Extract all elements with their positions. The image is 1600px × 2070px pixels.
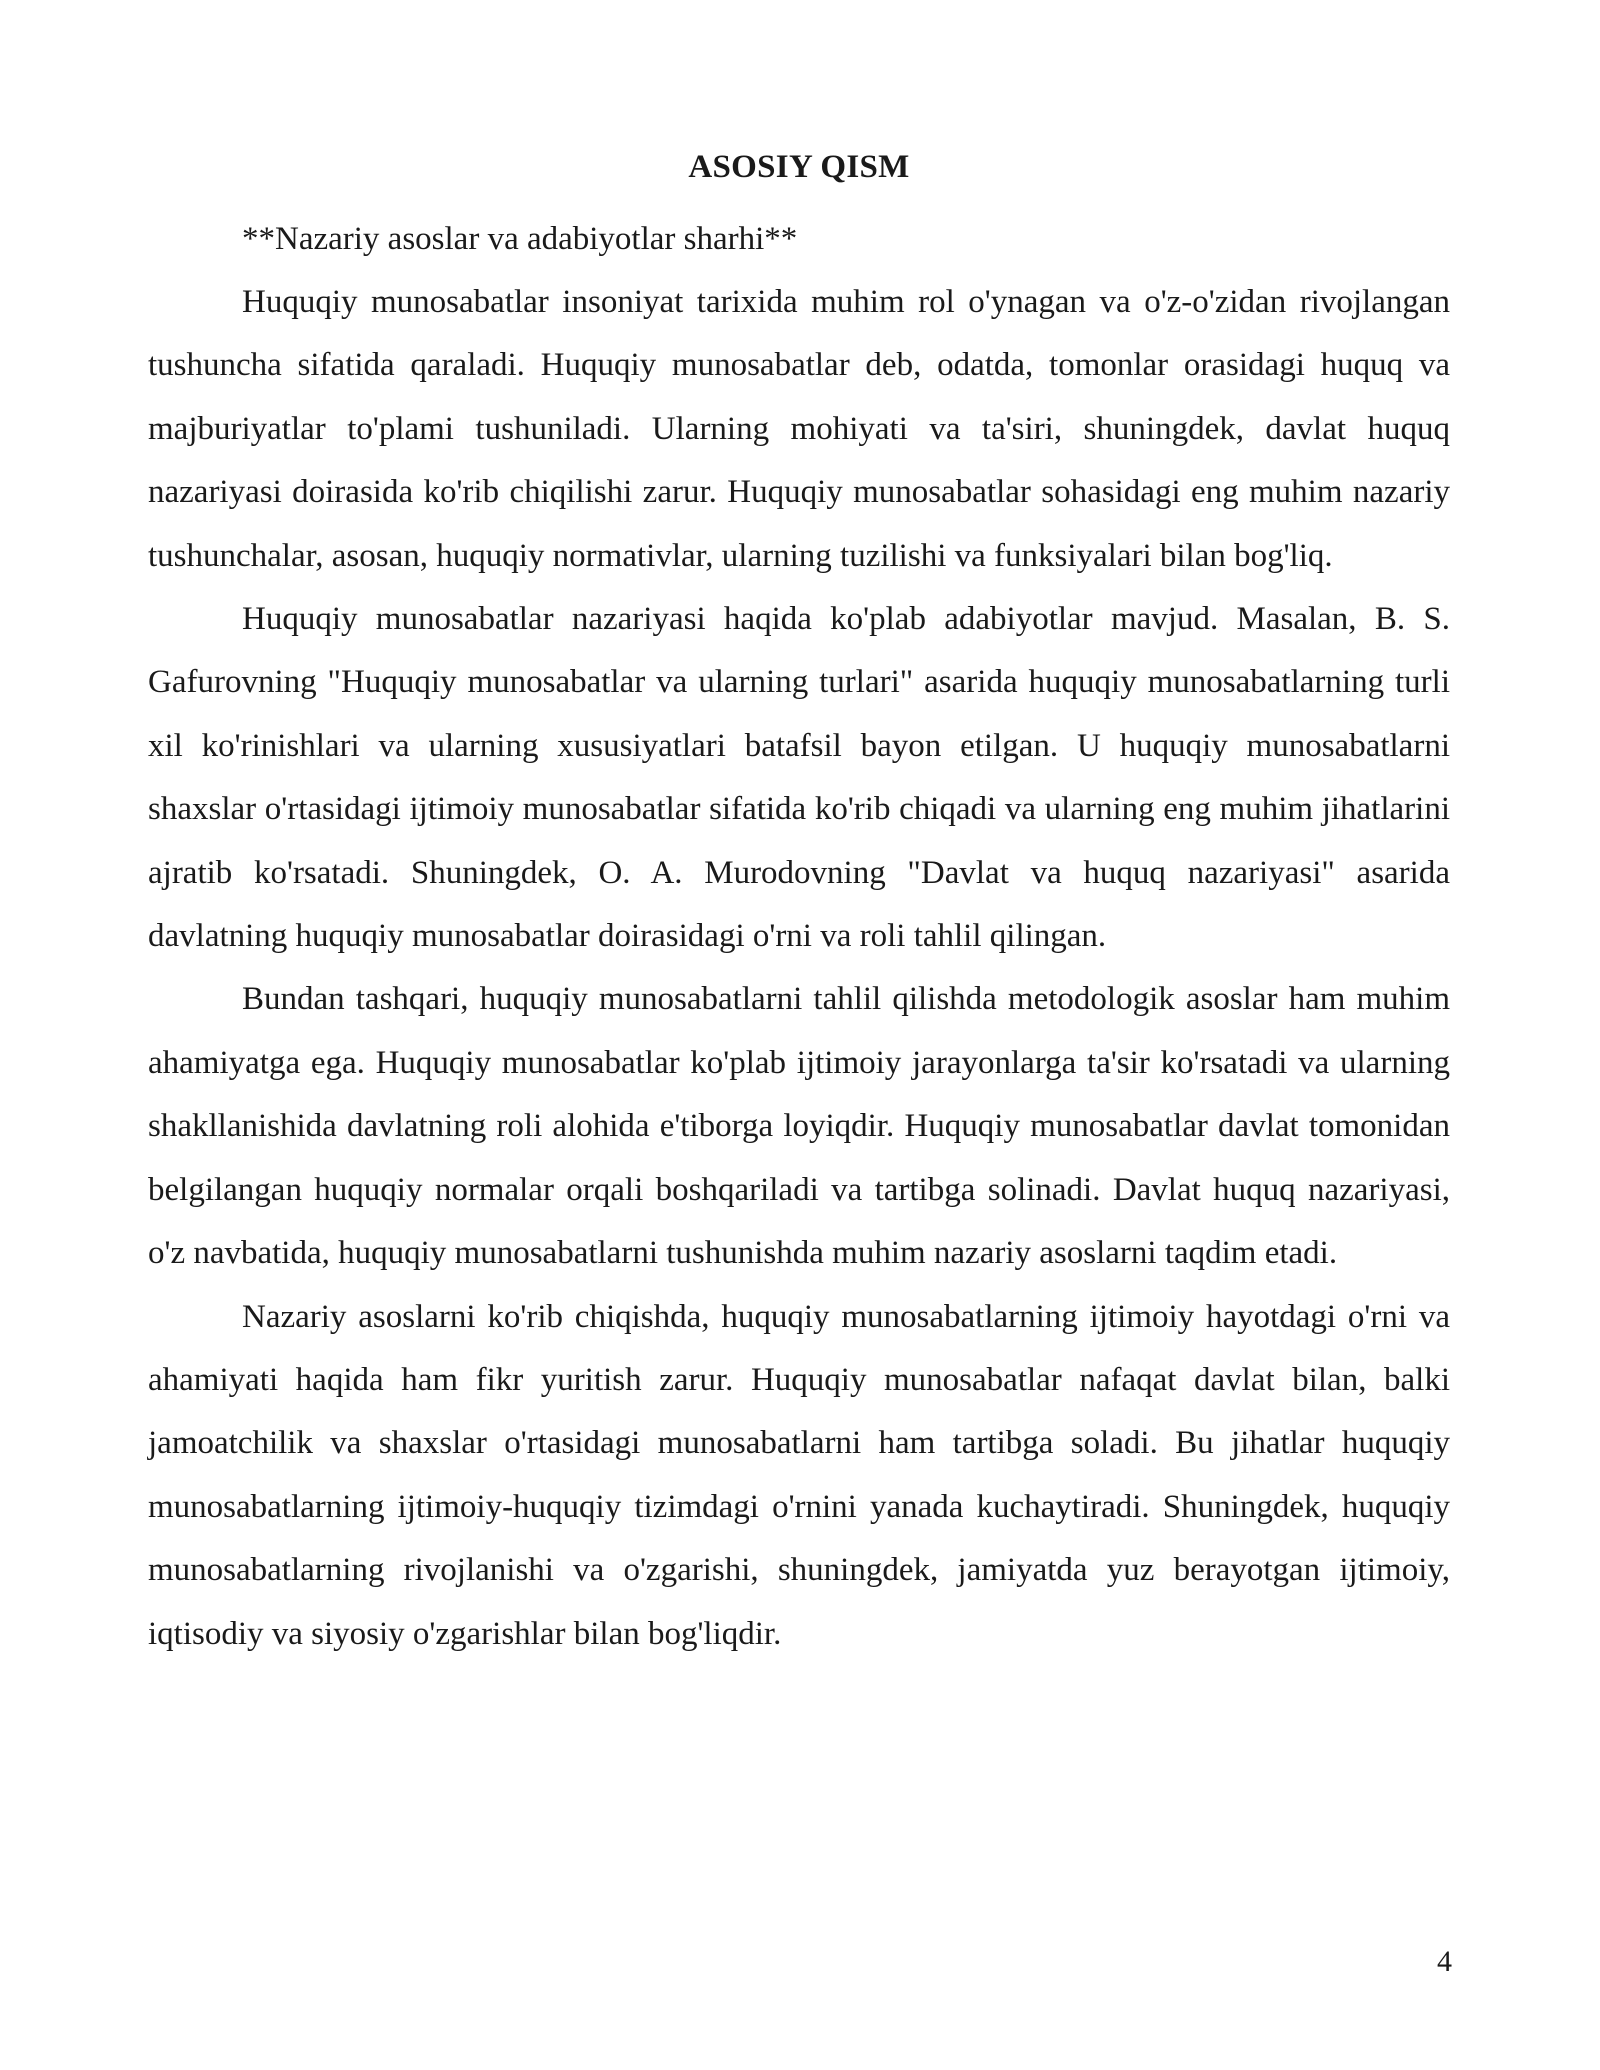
body-paragraph-3: Bundan tashqari, huquqiy munosabatlarni tahlil qilishda metodologik asoslar ham muhim ahamiyatga ega. Huquqiy munosabatlar ko'plab ijtimoiy jarayonlarga ta'sir ko'rsatadi va ularning shakllanishida davlatning roli alohida e'tiborga loyiqdir. Huquqiy munosabatlar davlat tomonidan belgilangan huquqiy normalar orqali boshqariladi va tartibga solinadi. Davlat huquq nazariyasi, o'z navbatida, huquqiy munosabatlarni tushunishda muhim nazariy asoslarni taqdim etadi. — [148, 981, 1450, 1272]
section-heading: ASOSIY QISM — [688, 149, 910, 185]
body-paragraph-4: Nazariy asoslarni ko'rib chiqishda, huquqiy munosabatlarning ijtimoiy hayotdagi o'rni va ahamiyati haqida ham fikr yuritish zarur. Huquqiy munosabatlar nafaqat davlat bilan, balki jamoatchilik va shaxslar o'rtasidagi munosabatlarni ham tartibga soladi. Bu jihatlar huquqiy munosabatlarning ijtimoiy-huquqiy tizimdagi o'rnini yanada kuchaytiradi. Shuningdek, huquqiy munosabatlarning rivojlanishi va o'zgarishi, shuningdek, jamiyatda yuz berayotgan ijtimoiy, iqtisodiy va siyosiy o'zgarishlar bilan bog'liqdir. — [148, 1298, 1450, 1652]
section-subheading: **Nazariy asoslar va adabiyotlar sharhi** — [242, 221, 798, 257]
body-paragraph-2: Huquqiy munosabatlar nazariyasi haqida ko'plab adabiyotlar mavjud. Masalan, B. S. Gafurovning "Huquqiy munosabatlar va ularning turlari" asarida huquqiy munosabatlarning turli xil ko'rinishlari va ularning xususiyatlari batafsil bayon etilgan. U huquqiy munosabatlarni shaxslar o'rtasidagi ijtimoiy munosabatlar sifatida ko'rib chiqadi va ularning eng muhim jihatlarini ajratib ko'rsatadi. Shuningdek, O. A. Murodovning "Davlat va huquq nazariyasi" asarida davlatning huquqiy munosabatlar doirasidagi o'rni va roli tahlil qilingan. — [148, 601, 1450, 955]
page-number: 4 — [1437, 1945, 1452, 1978]
page-content — [148, 146, 1450, 1666]
body-paragraph-1: Huquqiy munosabatlar insoniyat tarixida muhim rol o'ynagan va o'z-o'zidan rivojlangan tushuncha sifatida qaraladi. Huquqiy munosabatlar deb, odatda, tomonlar orasidagi huquq va majburiyatlar to'plami tushuniladi. Ularning mohiyati va ta'siri, shuningdek, davlat huquq nazariyasi doirasida ko'rib chiqilishi zarur. Huquqiy munosabatlar sohasidagi eng muhim nazariy tushunchalar, asosan, huquqiy normativlar, ularning tuzilishi va funksiyalari bilan bog'liq. — [148, 284, 1450, 574]
